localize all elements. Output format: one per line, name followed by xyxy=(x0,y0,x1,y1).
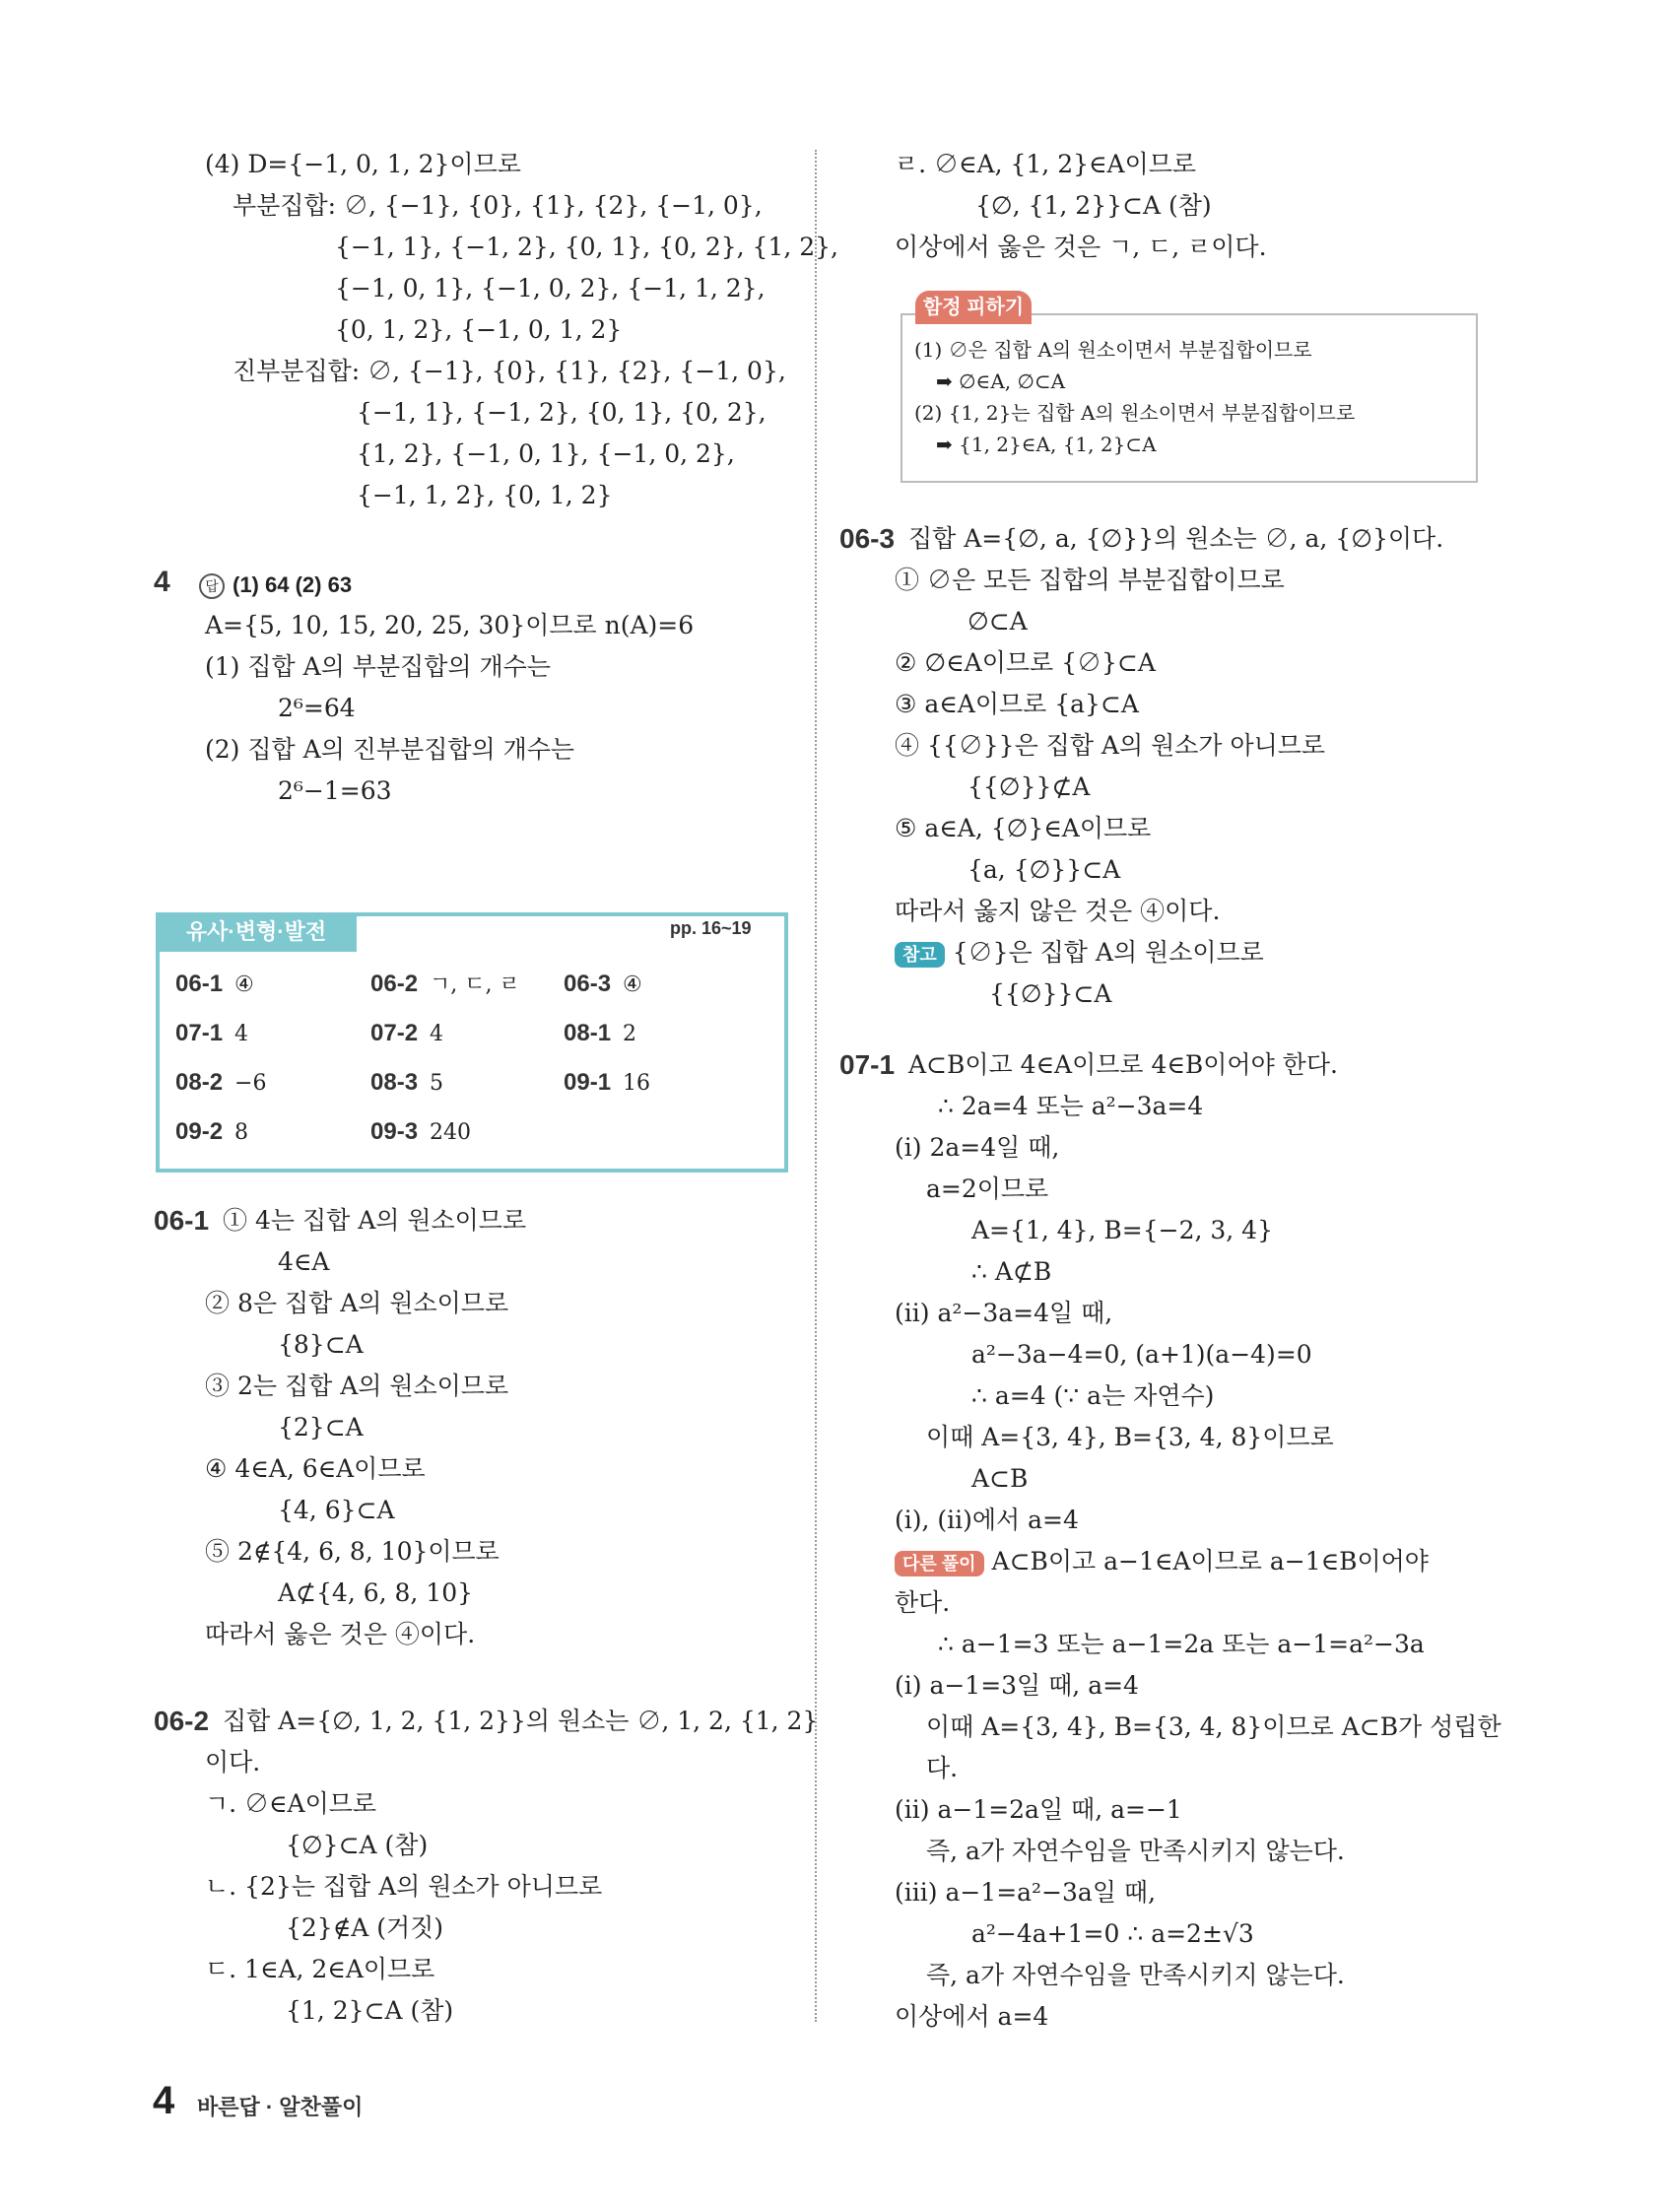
text-line: ➡ {1, 2}∈A, {1, 2}⊂A xyxy=(936,433,1157,456)
text-line: {∅}은 집합 A의 원소이므로 xyxy=(952,938,1264,967)
text-line: {1, 2}, {−1, 0, 1}, {−1, 0, 2}, xyxy=(357,439,735,468)
text-line: {−1, 0, 1}, {−1, 0, 2}, {−1, 1, 2}, xyxy=(335,274,766,302)
text-line: ② ∅∈A이므로 {∅}⊂A xyxy=(895,648,1156,677)
text-line: ∴ a−1=3 또는 a−1=2a 또는 a−1=a²−3a xyxy=(938,1630,1425,1658)
text-line: A⊂B xyxy=(971,1464,1029,1493)
text-line: a²−4a+1=0 ∴ a=2±√3 xyxy=(971,1919,1254,1948)
text-line: 한다. xyxy=(895,1588,951,1617)
problem-number: 4 xyxy=(154,566,170,598)
text-line: a=2이므로 xyxy=(926,1174,1049,1203)
text-line: 집합 A={∅, 1, 2, {1, 2}}의 원소는 ∅, 1, 2, {1, 2} xyxy=(223,1707,819,1735)
text-line: (ii) a−1=2a일 때, a=−1 xyxy=(895,1795,1182,1824)
text-line: {2}⊂A xyxy=(278,1413,364,1441)
footer-title: 바른답 · 알찬풀이 xyxy=(197,2095,364,2119)
text-line: a²−3a−4=0, (a+1)(a−4)=0 xyxy=(971,1340,1312,1369)
similar-answer-item: 08-1 2 xyxy=(564,1020,637,1046)
text-line: {{∅}}⊄A xyxy=(967,772,1091,801)
text-line: {−1, 1}, {−1, 2}, {0, 1}, {0, 2}, {1, 2}, xyxy=(335,233,838,261)
text-line: (ii) a²−3a=4일 때, xyxy=(895,1299,1113,1327)
problem-number: 07-1 xyxy=(839,1049,896,1080)
text-line: ㄹ. ∅∈A, {1, 2}∈A이므로 xyxy=(895,150,1197,178)
answer-badge-icon: 답 xyxy=(199,573,225,599)
similar-answer-item: 08-3 5 xyxy=(370,1069,444,1096)
text-line: {4, 6}⊂A xyxy=(278,1496,395,1524)
column-divider xyxy=(815,150,817,2022)
text-line: {2}∉A (거짓) xyxy=(286,1913,444,1942)
text-line: 이상에서 옳은 것은 ㄱ, ㄷ, ㄹ이다. xyxy=(895,233,1267,261)
text-line: ㄴ. {2}는 집합 A의 원소가 아니므로 xyxy=(205,1872,603,1901)
text-line: 따라서 옳은 것은 ④이다. xyxy=(205,1620,476,1648)
text-line: (4) D={−1, 0, 1, 2}이므로 xyxy=(205,150,521,178)
text-line: ∅⊂A xyxy=(967,607,1028,636)
text-line: ② 8은 집합 A의 원소이므로 xyxy=(205,1289,509,1317)
text-line: ∴ a=4 (∵ a는 자연수) xyxy=(971,1381,1215,1410)
text-line: A={1, 4}, B={−2, 3, 4} xyxy=(971,1216,1273,1244)
text-line: {a, {∅}}⊂A xyxy=(967,855,1121,884)
text-line: (i), (ii)에서 a=4 xyxy=(895,1506,1079,1534)
text-line: ⑤ 2∉{4, 6, 8, 10}이므로 xyxy=(205,1537,500,1566)
caution-title: 함정 피하기 xyxy=(915,291,1032,324)
text-line: {∅}⊂A (참) xyxy=(286,1831,429,1859)
similar-answer-item: 06-1 ④ xyxy=(175,971,254,997)
reference-tag: 참고 xyxy=(895,942,945,968)
text-line: A⊂B이고 4∈A이므로 4∈B이어야 한다. xyxy=(908,1050,1338,1079)
similar-answers-title: 유사·변형·발전 xyxy=(156,912,357,952)
text-line: ㄷ. 1∈A, 2∈A이므로 xyxy=(205,1955,435,1983)
text-line: {1, 2}⊂A (참) xyxy=(286,1996,454,2025)
text-line: 이상에서 a=4 xyxy=(895,2002,1049,2031)
text-line: A={5, 10, 15, 20, 25, 30}이므로 n(A)=6 xyxy=(205,611,695,639)
text-line: 이다. xyxy=(205,1748,261,1776)
text-line: ① ∅은 모든 집합의 부분집합이므로 xyxy=(895,566,1285,594)
text-line: ③ 2는 집합 A의 원소이므로 xyxy=(205,1372,509,1400)
similar-answer-item: 09-3 240 xyxy=(370,1118,472,1145)
text-line: ∴ A⊄B xyxy=(971,1257,1052,1286)
text-line: (iii) a−1=a²−3a일 때, xyxy=(895,1878,1157,1907)
text-line: {0, 1, 2}, {−1, 0, 1, 2} xyxy=(335,315,623,344)
text-line: (1) ∅은 집합 A의 원소이면서 부분집합이므로 xyxy=(914,338,1312,362)
text-line: ➡ ∅∈A, ∅⊂A xyxy=(936,369,1066,393)
text-line: 집합 A={∅, a, {∅}}의 원소는 ∅, a, {∅}이다. xyxy=(908,524,1444,553)
page-number: 4 xyxy=(153,2079,175,2122)
problem-number: 06-3 xyxy=(839,523,896,554)
text-line: ④ 4∈A, 6∈A이므로 xyxy=(205,1454,426,1483)
text-line: (1) 집합 A의 부분집합의 개수는 xyxy=(205,652,551,681)
text-line: {−1, 1}, {−1, 2}, {0, 1}, {0, 2}, xyxy=(357,398,767,427)
similar-answer-item: 06-3 ④ xyxy=(564,971,642,997)
problem-number: 06-1 xyxy=(154,1205,210,1236)
similar-answer-item: 09-1 16 xyxy=(564,1069,651,1096)
similar-answer-item: 07-1 4 xyxy=(175,1020,249,1046)
text-line: {8}⊂A xyxy=(278,1330,364,1359)
answer-line xyxy=(199,568,352,602)
answer-text: (1) 64 (2) 63 xyxy=(233,572,353,597)
text-line: (i) a−1=3일 때, a=4 xyxy=(895,1671,1139,1700)
text-line: 2⁶=64 xyxy=(278,694,356,722)
text-line: ㄱ. ∅∈A이므로 xyxy=(205,1789,377,1818)
similar-answer-item: 07-2 4 xyxy=(370,1020,444,1046)
similar-answer-item: 06-2 ㄱ, ㄷ, ㄹ xyxy=(370,971,520,997)
text-line: 이때 A={3, 4}, B={3, 4, 8}이므로 xyxy=(926,1423,1334,1451)
problem-number: 06-2 xyxy=(154,1706,210,1736)
page-range: pp. 16~19 xyxy=(670,918,752,938)
text-line: (i) 2a=4일 때, xyxy=(895,1133,1060,1162)
text-line: 이때 A={3, 4}, B={3, 4, 8}이므로 A⊂B가 성립한 xyxy=(926,1712,1501,1741)
other-solution-line xyxy=(895,1545,1429,1578)
text-line: ① 4는 집합 A의 원소이므로 xyxy=(223,1206,527,1235)
text-line: 즉, a가 자연수임을 만족시키지 않는다. xyxy=(926,1961,1345,1989)
ref-line xyxy=(895,936,1264,970)
text-line: ⑤ a∈A, {∅}∈A이므로 xyxy=(895,814,1152,842)
text-line: (2) {1, 2}는 집합 A의 원소이면서 부분집합이므로 xyxy=(914,401,1356,425)
text-line: {∅, {1, 2}}⊂A (참) xyxy=(975,191,1212,220)
text-line: 따라서 옳지 않은 것은 ④이다. xyxy=(895,897,1221,925)
text-line: ④ {{∅}}은 집합 A의 원소가 아니므로 xyxy=(895,731,1326,760)
text-line: ③ a∈A이므로 {a}⊂A xyxy=(895,690,1139,718)
text-line: 부분집합: ∅, {−1}, {0}, {1}, {2}, {−1, 0}, xyxy=(233,191,763,220)
text-line: {−1, 1, 2}, {0, 1, 2} xyxy=(357,481,613,509)
text-line: 2⁶−1=63 xyxy=(278,776,392,805)
text-line: A⊂B이고 a−1∈A이므로 a−1∈B이어야 xyxy=(991,1547,1429,1575)
text-line: {{∅}}⊂A xyxy=(989,979,1112,1008)
text-line: (2) 집합 A의 진부분집합의 개수는 xyxy=(205,735,575,764)
text-line: 즉, a가 자연수임을 만족시키지 않는다. xyxy=(926,1837,1345,1865)
text-line: 4∈A xyxy=(278,1247,330,1276)
text-line: 다. xyxy=(926,1754,959,1782)
text-line: A⊄{4, 6, 8, 10} xyxy=(278,1578,474,1607)
text-line: ∴ 2a=4 또는 a²−3a=4 xyxy=(938,1092,1204,1120)
other-solution-tag: 다른 풀이 xyxy=(895,1551,984,1576)
text-line: 진부분집합: ∅, {−1}, {0}, {1}, {2}, {−1, 0}, xyxy=(233,357,786,385)
similar-answer-item: 09-2 8 xyxy=(175,1118,249,1145)
similar-answer-item: 08-2 −6 xyxy=(175,1069,267,1096)
